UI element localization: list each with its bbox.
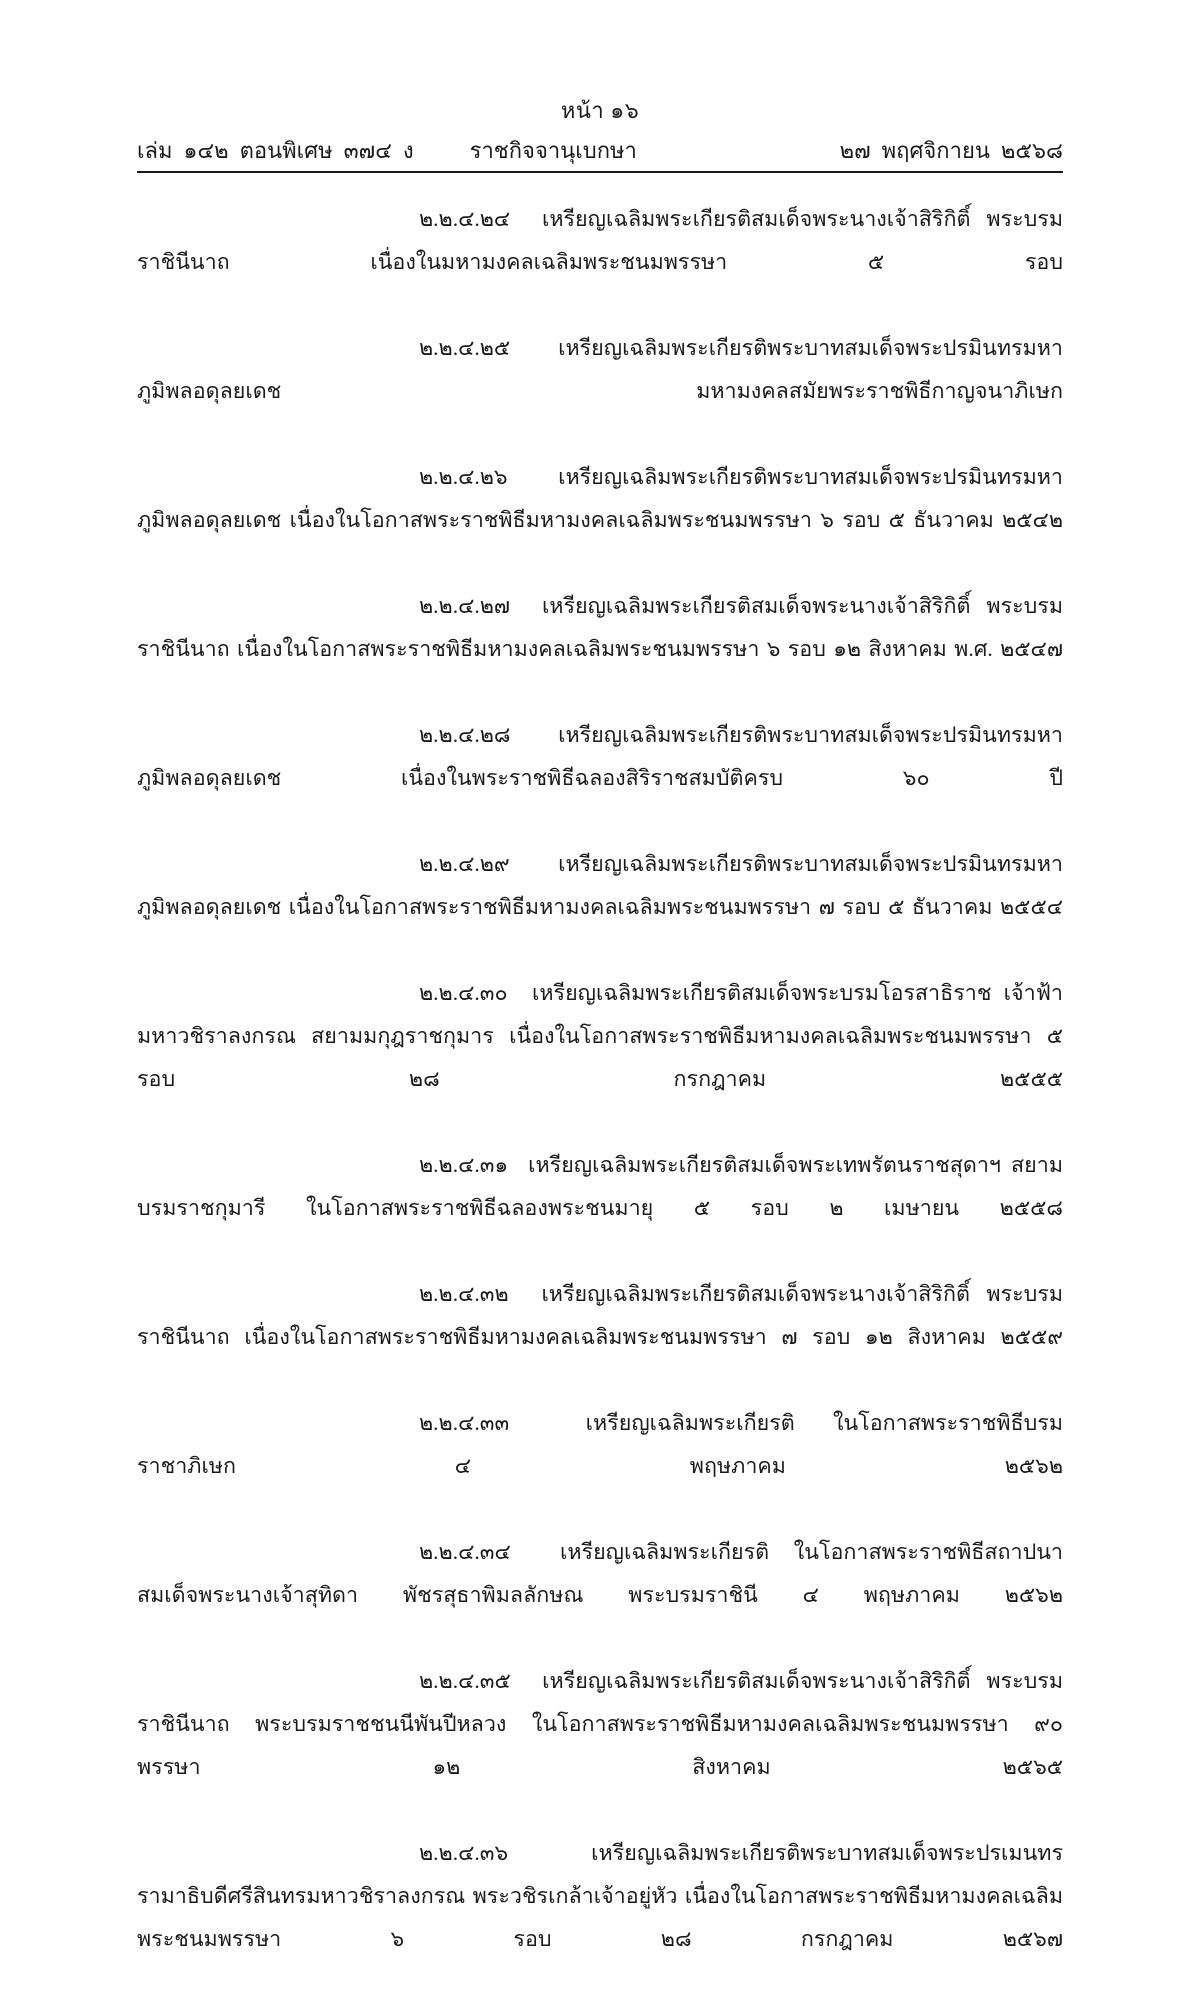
clause-number: ๒.๒.๔.๓๐ [419, 981, 508, 1005]
clause-paragraph [137, 198, 1063, 327]
document-body [137, 198, 1063, 2004]
clause-text: เหรียญเฉลิมพระเกียรติสมเด็จพระนางเจ้าสิริกิติ์ พระบรมราชินีนาถ พระบรมราชชนนีพันปีหลวง ในโอกาสพระราชพิธีมหามงคลเฉลิมพระชนมพรรษา ๙๐ พรรษา ๑๒ สิงหาคม ๒๕๖๕ [137, 1669, 1063, 1779]
clause-number: ๒.๒.๔.๒๔ [419, 207, 511, 231]
clause-number: ๒.๒.๔.๒๕ [419, 336, 511, 360]
publication-title: ราชกิจจานุเบกษา [469, 137, 637, 163]
masthead-row [137, 136, 1063, 166]
header-divider [137, 171, 1063, 173]
clause-paragraph [137, 1660, 1063, 1832]
clause-number: ๒.๒.๔.๓๕ [419, 1669, 511, 1693]
clause-paragraph [137, 714, 1063, 843]
page-header [137, 96, 1063, 181]
clause-paragraph [137, 585, 1063, 714]
clause-paragraph [137, 972, 1063, 1144]
clause-paragraph [137, 327, 1063, 456]
clause-number: ๒.๒.๔.๓๑ [419, 1153, 509, 1177]
publication-date: ๒๗ พฤศจิกายน ๒๕๖๘ [839, 137, 1063, 163]
clause-paragraph [137, 843, 1063, 972]
clause-text: เหรียญเฉลิมพระเกียรติพระบาทสมเด็จพระปรมินทรมหาภูมิพลอดุลยเดช มหามงคลสมัยพระราชพิธีกาญจนาภิเษก [137, 336, 1063, 403]
clause-number: ๒.๒.๔.๒๘ [419, 723, 511, 747]
clause-paragraph [137, 1273, 1063, 1402]
clause-paragraph [137, 1531, 1063, 1660]
clause-number: ๒.๒.๔.๒๗ [419, 594, 511, 618]
clause-number: ๒.๒.๔.๒๙ [419, 852, 510, 876]
clause-text: เหรียญเฉลิมพระเกียรติพระบาทสมเด็จพระปรมินทรมหาภูมิพลอดุลยเดช เนื่องในโอกาสพระราชพิธีมหามงคลเฉลิมพระชนมพรรษา ๖ รอบ ๕ ธันวาคม ๒๕๔๒ [137, 465, 1063, 532]
clause-number: ๒.๒.๔.๒๖ [419, 465, 508, 489]
page-number: หน้า ๑๖ [560, 98, 640, 123]
clause-text: เหรียญเฉลิมพระเกียรติพระบาทสมเด็จพระปรเมนทรรามาธิบดีศรีสินทรมหาวชิราลงกรณ พระวชิรเกล้าเจ้าอยู่หัว เนื่องในโอกาสพระราชพิธีมหามงคลเฉลิมพระชนมพรรษา ๖ รอบ ๒๘ กรกฎาคม ๒๕๖๗ [137, 1841, 1063, 1951]
clause-text: เหรียญเฉลิมพระเกียรติสมเด็จพระนางเจ้าสิริกิติ์ พระบรมราชินีนาถ เนื่องในมหามงคลเฉลิมพระชนมพรรษา ๕ รอบ [137, 207, 1063, 274]
clause-number: ๒.๒.๔.๓๒ [419, 1282, 509, 1306]
clause-paragraph [137, 1832, 1063, 2004]
clause-text: เหรียญเฉลิมพระเกียรติพระบาทสมเด็จพระปรมินทรมหาภูมิพลอดุลยเดช เนื่องในพระราชพิธีฉลองสิริราชสมบัติครบ ๖๐ ปี [137, 723, 1063, 790]
clause-number: ๒.๒.๔.๓๓ [419, 1411, 510, 1435]
clause-text: เหรียญเฉลิมพระเกียรติสมเด็จพระบรมโอรสาธิราช เจ้าฟ้ามหาวชิราลงกรณ สยามมกุฎราชกุมาร เนื่องในโอกาสพระราชพิธีมหามงคลเฉลิมพระชนมพรรษา ๕ รอบ ๒๘ กรกฎาคม ๒๕๕๕ [137, 981, 1063, 1091]
clause-number: ๒.๒.๔.๓๖ [419, 1841, 509, 1865]
clause-paragraph [137, 456, 1063, 585]
clause-text: เหรียญเฉลิมพระเกียรติสมเด็จพระนางเจ้าสิริกิติ์ พระบรมราชินีนาถ เนื่องในโอกาสพระราชพิธีมหามงคลเฉลิมพระชนมพรรษา ๖ รอบ ๑๒ สิงหาคม พ.ศ. ๒๕๔๗ [137, 594, 1063, 661]
clause-text: เหรียญเฉลิมพระเกียรติ ในโอกาสพระราชพิธีบรมราชาภิเษก ๔ พฤษภาคม ๒๕๖๒ [137, 1411, 1063, 1478]
volume-issue: เล่ม ๑๔๒ ตอนพิเศษ ๓๗๔ ง [137, 137, 414, 163]
clause-paragraph [137, 1144, 1063, 1273]
clause-text: เหรียญเฉลิมพระเกียรติพระบาทสมเด็จพระปรมินทรมหาภูมิพลอดุลยเดช เนื่องในโอกาสพระราชพิธีมหามงคลเฉลิมพระชนมพรรษา ๗ รอบ ๕ ธันวาคม ๒๕๕๔ [137, 852, 1063, 919]
clause-text: เหรียญเฉลิมพระเกียรติสมเด็จพระเทพรัตนราชสุดาฯ สยามบรมราชกุมารี ในโอกาสพระราชพิธีฉลองพระชนมายุ ๕ รอบ ๒ เมษายน ๒๕๕๘ [137, 1153, 1063, 1220]
clause-paragraph [137, 1402, 1063, 1531]
clause-number: ๒.๒.๔.๓๔ [419, 1540, 511, 1564]
clause-text: เหรียญเฉลิมพระเกียรติ ในโอกาสพระราชพิธีสถาปนา สมเด็จพระนางเจ้าสุทิดา พัชรสุธาพิมลลักษณ พระบรมราชินี ๔ พฤษภาคม ๒๕๖๒ [137, 1540, 1063, 1607]
clause-text: เหรียญเฉลิมพระเกียรติสมเด็จพระนางเจ้าสิริกิติ์ พระบรมราชินีนาถ เนื่องในโอกาสพระราชพิธีมหามงคลเฉลิมพระชนมพรรษา ๗ รอบ ๑๒ สิงหาคม ๒๕๕๙ [137, 1282, 1063, 1349]
